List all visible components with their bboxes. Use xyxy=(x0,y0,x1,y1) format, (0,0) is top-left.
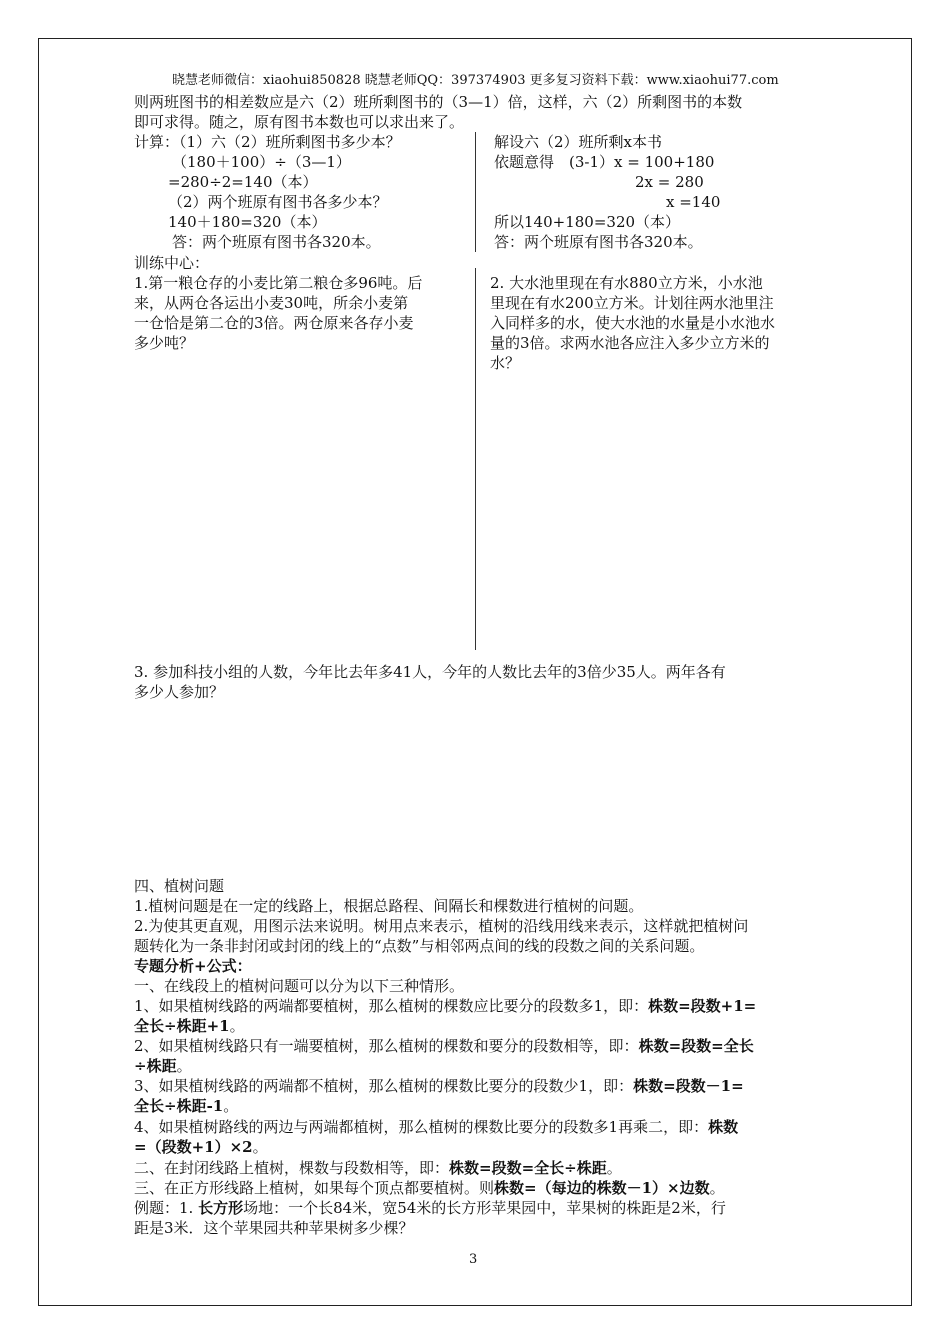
problem1-line-4: 多少吨？ xyxy=(134,334,195,352)
page-number: 3 xyxy=(469,1252,478,1267)
problem2-line-4: 量的3倍。求两水池各应注入多少立方米的 xyxy=(490,334,770,352)
right-calc-line-2: 依题意得 (3-1）x = 100+180 xyxy=(494,153,715,171)
right-calc-line-3: 2x = 280 xyxy=(635,173,704,191)
intro-line-2: 即可求得。随之，原有图书本数也可以求出来了。 xyxy=(134,113,465,131)
intro-line-1: 则两班图书的相差数应是六（2）班所剩图书的（3—1）倍，这样，六（2）所剩图书的本数 xyxy=(134,93,743,111)
problem2-line-5: 水？ xyxy=(490,354,521,372)
left-calc-line-6: 答：两个班原有图书各320本。 xyxy=(172,233,381,251)
case4-line-2: =（段数+1）×2。 xyxy=(134,1138,268,1156)
problem1-line-1: 1.第一粮仓存的小麦比第二粮仓多96吨。后 xyxy=(134,274,423,292)
column-divider-top xyxy=(475,132,476,252)
section4-p1: 1.植树问题是在一定的线路上，根据总路程、间隔长和棵数进行植树的问题。 xyxy=(134,897,644,915)
section4-p2-line-2: 题转化为一条非封闭或封闭的线上的“点数”与相邻两点间的线的段数之间的关系问题。 xyxy=(134,937,705,955)
problem2-line-2: 里现在有水200立方米。计划往两水池里注 xyxy=(490,294,774,312)
case2-line-2: ÷株距。 xyxy=(134,1057,192,1075)
problem2-line-1: 2. 大水池里现在有水880立方米，小水池 xyxy=(490,274,763,292)
problem1-line-2: 来，从两仓各运出小麦30吨，所余小麦第 xyxy=(134,294,409,312)
case2-line-1: 2、如果植树线路只有一端要植树，那么植树的棵数和要分的段数相等，即：株数=段数=全长 xyxy=(134,1037,754,1055)
case1-line-1: 1、如果植树线路的两端都要植树，那么植树的棵数应比要分的段数多1，即：株数=段数+1= xyxy=(134,997,757,1015)
problem2-line-3: 入同样多的水，使大水池的水量是小水池水 xyxy=(490,314,776,332)
right-calc-line-4: x =140 xyxy=(666,193,721,211)
page-header: 晓慧老师微信：xiaohui850828 晓慧老师QQ：397374903 更多复习资料下载：www.xiaohui77.com xyxy=(172,73,779,88)
right-calc-line-1: 解设六（2）班所剩x本书 xyxy=(494,133,663,151)
square-line-rule: 三、在正方形线路上植树，如果每个顶点都要植树。则株数=（每边的株数－1）×边数。 xyxy=(134,1179,725,1197)
case3-line-2: 全长÷株距-1。 xyxy=(134,1097,239,1115)
case1-line-2: 全长÷株距+1。 xyxy=(134,1017,245,1035)
example1-line-2: 距是3米．这个苹果园共种苹果树多少棵？ xyxy=(134,1219,414,1237)
problem1-line-3: 一仓恰是第二仓的3倍。两仓原来各存小麦 xyxy=(134,314,414,332)
right-calc-line-6: 答：两个班原有图书各320本。 xyxy=(494,233,703,251)
example1-line-1: 例题：1. 长方形场地：一个长84米，宽54米的长方形苹果园中，苹果树的株距是2米，行 xyxy=(134,1199,726,1217)
left-calc-line-5: 140＋180=320（本） xyxy=(168,213,327,231)
problem3-line-2: 多少人参加？ xyxy=(134,683,225,701)
left-calc-line-3: =280÷2=140（本） xyxy=(168,173,318,191)
closed-line-rule: 二、在封闭线路上植树，棵数与段数相等，即：株数=段数=全长÷株距。 xyxy=(134,1159,622,1177)
column-divider-bottom xyxy=(475,268,476,650)
case-intro: 一、在线段上的植树问题可以分为以下三种情形。 xyxy=(134,977,465,995)
case3-line-1: 3、如果植树线路的两端都不植树，那么植树的棵数比要分的段数少1，即：株数=段数－1= xyxy=(134,1077,744,1095)
right-calc-line-5: 所以140+180=320（本） xyxy=(494,213,681,231)
left-calc-line-2: （180＋100）÷（3—1） xyxy=(172,153,351,171)
case4-line-1: 4、如果植树路线的两边与两端都植树，那么植树的棵数比要分的段数多1再乘二，即：株数 xyxy=(134,1118,739,1136)
problem3-line-1: 3. 参加科技小组的人数，今年比去年多41人，今年的人数比去年的3倍少35人。两年各有 xyxy=(134,663,726,681)
left-calc-line-1: 计算：（1）六（2）班所剩图书多少本？ xyxy=(134,133,401,151)
left-calc-line-4: （2）两个班原有图书各多少本？ xyxy=(168,193,388,211)
analysis-heading: 专题分析+公式： xyxy=(134,957,252,975)
training-center-title: 训练中心： xyxy=(134,254,210,272)
section4-p2-line-1: 2.为使其更直观，用图示法来说明。树用点来表示，植树的沿线用线来表示，这样就把植树问 xyxy=(134,917,749,935)
section4-title: 四、植树问题 xyxy=(134,877,225,895)
